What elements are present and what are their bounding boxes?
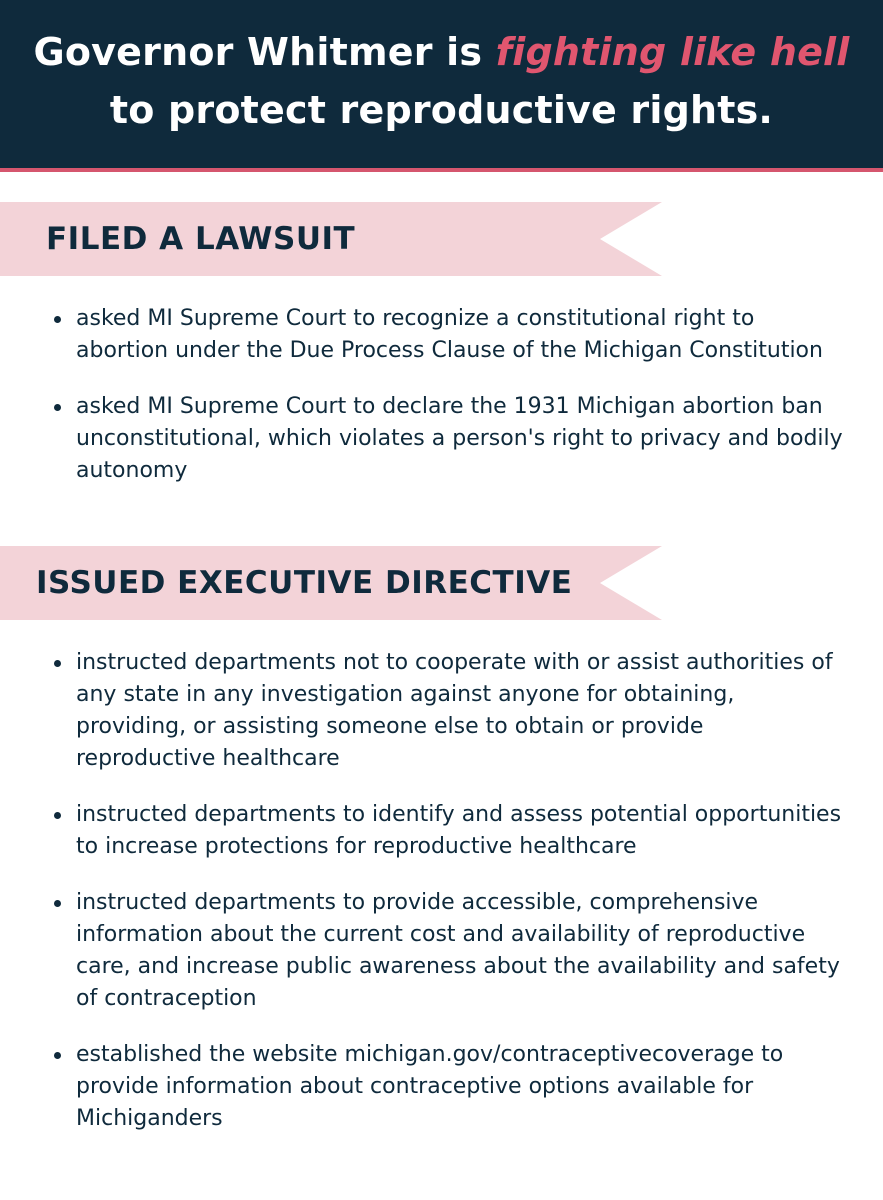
bullet-icon [54, 900, 61, 907]
list-item-text: instructed departments to provide accessible, comprehensive information about the current cost and availability of reproductive care, and increase public awareness about the availability and safety of contraception [76, 890, 840, 1011]
directive-list [0, 647, 883, 1135]
list-item-text: established the website michigan.gov/contraceptivecoverage to provide information about contraceptive options available for Michiganders [76, 1042, 784, 1131]
header-banner [0, 0, 883, 168]
list-item-text: instructed departments not to cooperate with or assist authorities of any state in any investigation against anyone for obtaining, providing, or assisting someone else to obtain or provide reproductive healthcare [76, 650, 833, 771]
page-title-line-1 [0, 28, 883, 76]
bullet-icon [54, 316, 61, 323]
list-item [0, 1039, 883, 1135]
title-highlight: fighting like hell [495, 30, 850, 74]
list-item [0, 391, 883, 487]
bullet-icon [54, 812, 61, 819]
section-banner-lawsuit [0, 202, 662, 276]
section-banner-directive [0, 546, 662, 620]
section-heading: FILED A LAWSUIT [46, 221, 356, 257]
lawsuit-list [0, 303, 883, 487]
list-item [0, 799, 883, 863]
bullet-icon [54, 404, 61, 411]
list-item-text: instructed departments to identify and assess potential opportunities to increase protections for reproductive healthcare [76, 802, 842, 859]
page-title-line-2: to protect reproductive rights. [109, 88, 774, 132]
list-item-text: asked MI Supreme Court to declare the 1931 Michigan abortion ban unconstitutional, which violates a person's right to privacy and bodily autonomy [76, 394, 843, 483]
header-accent-stripe [0, 168, 883, 172]
list-item-text: asked MI Supreme Court to recognize a constitutional right to abortion under the Due Process Clause of the Michigan Constitution [76, 306, 823, 363]
list-item [0, 647, 883, 775]
bullet-icon [54, 1052, 61, 1059]
title-prefix: Governor Whitmer is [33, 30, 496, 74]
section-heading: ISSUED EXECUTIVE DIRECTIVE [36, 565, 573, 601]
list-item [0, 303, 883, 367]
list-item [0, 887, 883, 1015]
bullet-icon [54, 660, 61, 667]
